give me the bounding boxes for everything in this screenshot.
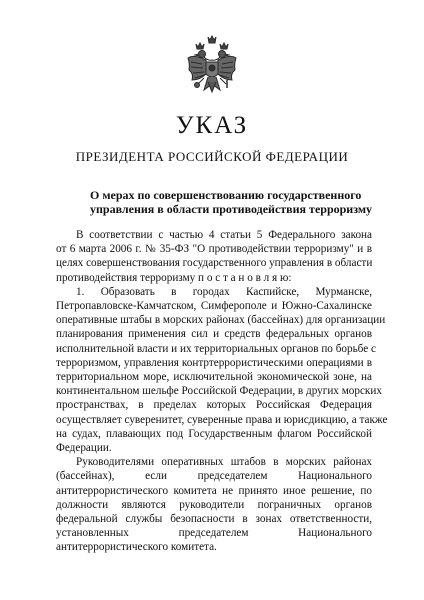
text-line: (бассейнах), если председателем Национального <box>56 470 372 483</box>
text-line: пространствах, в пределах которых Российская Федерация <box>56 399 372 412</box>
text-line: В соответствии с частью 4 статьи 5 Федерального закона <box>76 229 372 241</box>
text-line: планирования применения сил и средств федеральных органов <box>56 328 372 341</box>
text-line: федеральной службы безопасности в зонах ответственности, <box>56 513 372 526</box>
document-title <box>90 188 373 216</box>
text-line: оперативные штабы в морских районах (бассейнах) для организации <box>56 314 386 327</box>
text-line: антитеррористического комитета. <box>56 541 217 554</box>
text-line: 1. Образовать в городах Каспийске, Мурманске, <box>76 285 372 298</box>
text-line: установленных председателем Национального <box>56 527 372 540</box>
text-line: на судах, плавающих под Государственным флагом Российской <box>56 427 372 440</box>
text-line: целях совершенствования государственного управления в области <box>56 257 373 270</box>
text-line: Петропавловске-Камчатском, Симферополе и Южно-Сахалинске <box>56 300 372 313</box>
document-title-line: О мерах по совершенствованию государственного <box>90 188 362 202</box>
document-body <box>56 228 388 555</box>
text-line: континентальном шельфе Российской Федерации, в других морских <box>56 385 382 398</box>
text-line: Федерации. <box>56 442 112 455</box>
text-line: территориальном море, исключительной экономической зоне, на <box>56 371 372 384</box>
text-line: исполнительной власти и их территориальных органов по борьбе с <box>56 342 376 355</box>
double-headed-eagle-icon <box>186 34 238 96</box>
paragraph-item-1 <box>56 285 388 455</box>
decree-issuer: ПРЕЗИДЕНТА РОССИЙСКОЙ ФЕДЕРАЦИИ <box>75 149 349 164</box>
text-line: Руководителями оперативных штабов в морских районах <box>76 456 372 469</box>
text-line: осуществляет суверенитет, суверенные права и юрисдикцию, а также <box>56 413 388 426</box>
text-line: должности являются руководители пограничных органов <box>56 498 372 511</box>
text-line: антитеррористического комитета не принято иное решение, по <box>56 484 372 497</box>
paragraph-preamble <box>56 228 372 285</box>
text-line: от 6 марта 2006 г. № 35-ФЗ "О противодействии терроризму" и в <box>56 243 372 256</box>
decree-heading: УКАЗ <box>175 112 249 139</box>
text-line: терроризмом, управления контртеррористическими операциями в <box>56 356 372 369</box>
paragraph-item-1-continued <box>56 455 372 554</box>
text-line: противодействия терроризму п о с т а н о в л я ю: <box>56 271 292 284</box>
document-title-line: управления в области противодействия терроризму <box>90 202 373 216</box>
